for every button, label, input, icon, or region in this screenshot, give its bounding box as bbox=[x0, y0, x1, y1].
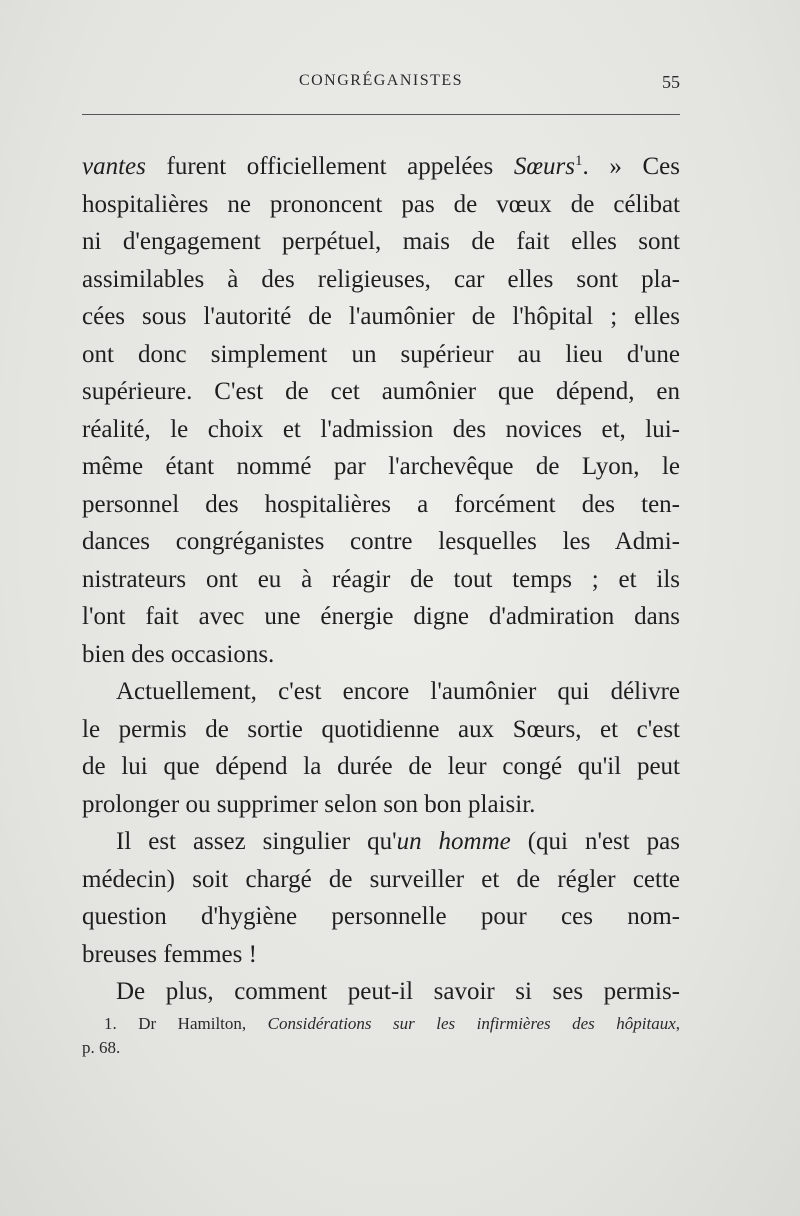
body-text bbox=[82, 143, 680, 1011]
text-line: réalité, le choix et l'admission des novices et, lui- bbox=[82, 415, 680, 443]
text-line: question d'hygiène personnelle pour ces nom- bbox=[82, 903, 680, 930]
text-line bbox=[82, 823, 680, 861]
page-number: 55 bbox=[662, 72, 680, 92]
text-line: breuses femmes ! bbox=[82, 940, 257, 968]
running-head: CONGRÉGANISTES bbox=[298, 72, 464, 89]
italic-word: vantes bbox=[82, 153, 146, 180]
text-line: Actuellement, c'est encore l'aumônier qui délivre bbox=[116, 678, 680, 705]
footnote-line bbox=[82, 1012, 680, 1036]
footnote-reference: 1 bbox=[575, 153, 583, 169]
paragraph-4 bbox=[82, 973, 680, 1011]
text-line bbox=[82, 143, 680, 186]
text-line: dances congréganistes contre lesquelles les Admi- bbox=[82, 528, 680, 555]
text-span: . » Ces bbox=[582, 153, 681, 180]
italic-phrase: un homme bbox=[396, 828, 511, 855]
paragraph-3 bbox=[82, 823, 680, 973]
footnote-title: Considérations sur les infirmières des hôpitaux bbox=[267, 1014, 676, 1033]
text-line: le permis de sortie quotidienne aux Sœurs, et c'est bbox=[82, 715, 680, 743]
text-line: personnel des hospitalières a forcément des ten- bbox=[82, 490, 680, 518]
page-header bbox=[82, 72, 680, 98]
text-span: , bbox=[675, 1014, 680, 1033]
text-line: De plus, comment peut-il savoir si ses permis- bbox=[116, 978, 680, 1005]
text-line: assimilables à des religieuses, car elles sont pla- bbox=[82, 265, 680, 293]
header-rule bbox=[82, 114, 680, 115]
text-span: furent officiellement appelées bbox=[145, 153, 514, 180]
text-line: ni d'engagement perpétuel, mais de fait elles sont bbox=[82, 228, 680, 255]
text-line: de lui que dépend la durée de leur congé qu'il peut bbox=[82, 753, 680, 780]
text-span: Il est assez singulier qu' bbox=[116, 828, 397, 855]
text-line: supérieure. C'est de cet aumônier que dépend, en bbox=[82, 378, 680, 405]
text-line: hospitalières ne prononcent pas de vœux de célibat bbox=[82, 190, 680, 218]
italic-word: Sœurs bbox=[513, 153, 576, 180]
text-line: bien des occasions. bbox=[82, 640, 275, 668]
text-line: ont donc simplement un supérieur au lieu d'une bbox=[82, 340, 680, 368]
text-line: médecin) soit chargé de surveiller et de régler cette bbox=[82, 865, 680, 893]
text-line: l'ont fait avec une énergie digne d'admiration dans bbox=[82, 603, 680, 630]
footnote bbox=[82, 1012, 680, 1060]
paragraph-2 bbox=[82, 673, 680, 823]
paragraph-1 bbox=[82, 143, 680, 673]
text-line: prolonger ou supprimer selon son bon plaisir. bbox=[82, 790, 536, 818]
footnote-line: p. 68. bbox=[82, 1038, 121, 1057]
footnote-number: 1. bbox=[104, 1014, 117, 1033]
text-line: même étant nommé par l'archevêque de Lyon, le bbox=[82, 453, 680, 480]
footnote-author: Dr Hamilton, bbox=[116, 1014, 268, 1033]
text-span: (qui n'est pas bbox=[510, 828, 680, 855]
text-line: nistrateurs ont eu à réagir de tout temps ; et ils bbox=[82, 565, 680, 593]
text-line: cées sous l'autorité de l'aumônier de l'hôpital ; elles bbox=[82, 303, 680, 330]
